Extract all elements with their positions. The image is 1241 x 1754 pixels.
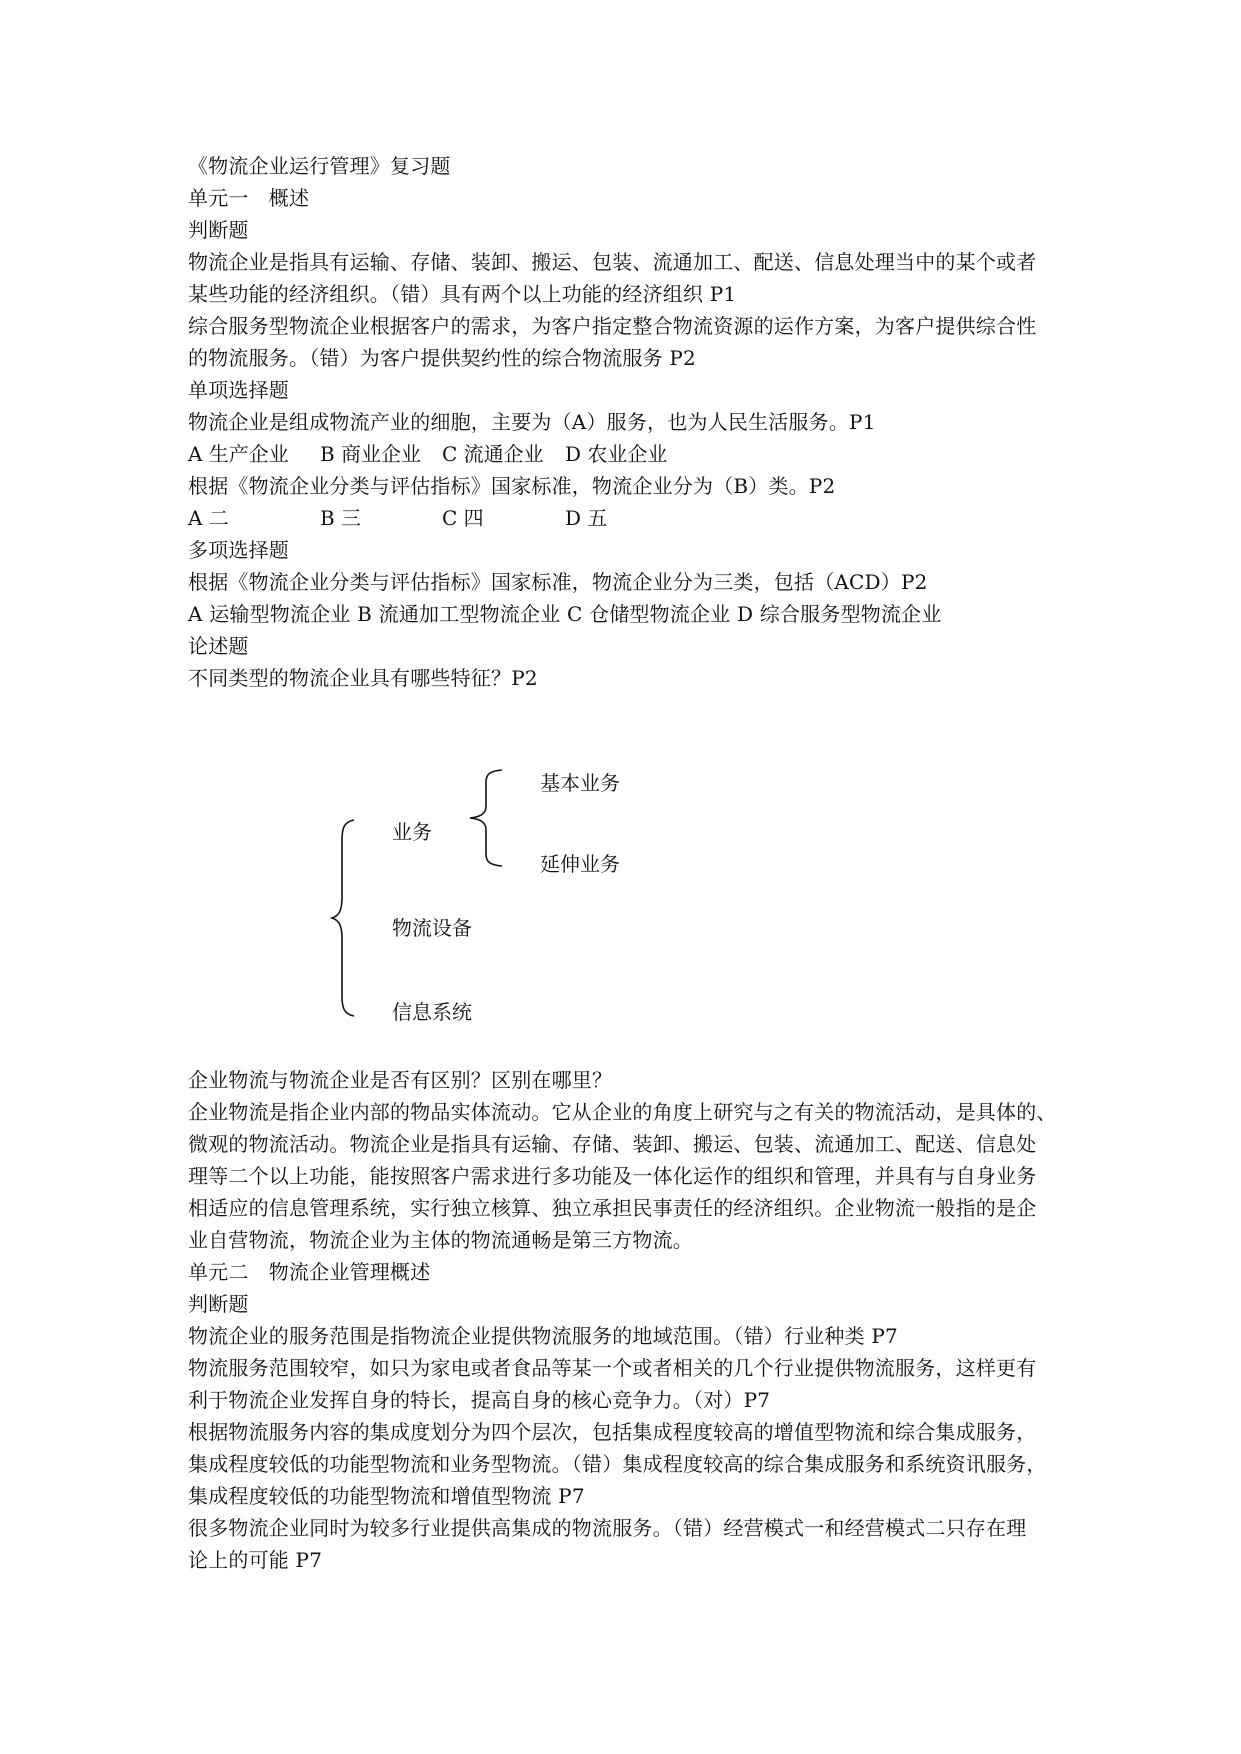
unit2-line-3: 利于物流企业发挥自身的特长，提高自身的核心竞争力。（对）P7	[188, 1388, 771, 1412]
single-2-option-d: D 五	[565, 506, 608, 530]
unit2-line-5: 集成程度较低的功能型物流和业务型物流。（错）集成程度较高的综合集成服务和系统资讯服务，	[188, 1452, 1047, 1476]
multi-choice-question-1: 根据《物流企业分类与评估指标》国家标准，物流企业分为三类，包括（ACD）P2	[188, 570, 928, 594]
judge-question-1-line-2: 某些功能的经济组织。（错）具有两个以上功能的经济组织 P1	[188, 282, 737, 306]
single-1-option-c: C 流通企业	[442, 442, 544, 466]
single-2-option-a: A 二	[188, 506, 229, 530]
diagram-business-label: 业务	[392, 820, 432, 844]
unit2-line-2: 物流服务范围较窄，如只为家电或者食品等某一个或者相关的几个行业提供物流服务，这样更有	[188, 1356, 1037, 1380]
unit2-line-7: 很多物流企业同时为较多行业提供高集成的物流服务。（错）经营模式一和经营模式二只存在理	[188, 1516, 1027, 1540]
judge-question-2-line-2: 的物流服务。（错）为客户提供契约性的综合物流服务 P2	[188, 346, 696, 370]
single-1-option-a: A 生产企业	[188, 442, 289, 466]
judge-question-2-line-1: 综合服务型物流企业根据客户的需求，为客户指定整合物流资源的运作方案，为客户提供综合性	[188, 314, 1037, 338]
single-choice-question-2: 根据《物流企业分类与评估指标》国家标准，物流企业分为（B）类。P2	[188, 474, 836, 498]
single-2-option-c: C 四	[442, 506, 484, 530]
unit2-heading: 单元二 物流企业管理概述	[188, 1260, 431, 1284]
essay-answer-line-5: 业自营物流，物流企业为主体的物流通畅是第三方物流。	[188, 1228, 693, 1252]
unit1-judge-heading: 判断题	[188, 218, 249, 242]
unit2-line-4: 根据物流服务内容的集成度划分为四个层次，包括集成程度较高的增值型物流和综合集成服务，	[188, 1420, 1037, 1444]
single-choice-question-1: 物流企业是组成物流产业的细胞，主要为（A）服务，也为人民生活服务。P1	[188, 410, 876, 434]
single-choice-heading: 单项选择题	[188, 378, 289, 402]
essay-answer-line-4: 相适应的信息管理系统，实行独立核算、独立承担民事责任的经济组织。企业物流一般指的是企	[188, 1196, 1037, 1220]
unit2-line-1: 物流企业的服务范围是指物流企业提供物流服务的地域范围。（错）行业种类 P7	[188, 1324, 898, 1348]
diagram-extended-business-label: 延伸业务	[540, 852, 620, 876]
essay-answer-line-2: 微观的物流活动。物流企业是指具有运输、存储、装卸、搬运、包装、流通加工、配送、信息处	[188, 1132, 1037, 1156]
essay-question-1: 不同类型的物流企业具有哪些特征？P2	[188, 666, 538, 690]
single-2-option-b: B 三	[320, 506, 362, 530]
unit2-line-6: 集成程度较低的功能型物流和增值型物流 P7	[188, 1484, 585, 1508]
essay-heading: 论述题	[188, 634, 249, 658]
essay-answer-line-1: 企业物流是指企业内部的物品实体流动。它从企业的角度上研究与之有关的物流活动，是具体的、	[188, 1100, 1057, 1124]
multi-choice-options: A 运输型物流企业 B 流通加工型物流企业 C 仓储型物流企业 D 综合服务型物流企业	[188, 602, 942, 626]
essay-question-2: 企业物流与物流企业是否有区别？区别在哪里？	[188, 1068, 613, 1092]
multi-choice-heading: 多项选择题	[188, 538, 289, 562]
document-title: 《物流企业运行管理》复习题	[188, 154, 451, 178]
single-1-option-b: B 商业企业	[320, 442, 422, 466]
unit1-heading: 单元一 概述	[188, 186, 310, 210]
unit2-line-8: 论上的可能 P7	[188, 1548, 323, 1572]
diagram-equipment-label: 物流设备	[392, 916, 472, 940]
small-brace-icon	[462, 768, 504, 868]
large-brace-icon	[330, 818, 360, 1018]
unit2-judge-heading: 判断题	[188, 1292, 249, 1316]
judge-question-1-line-1: 物流企业是指具有运输、存储、装卸、搬运、包装、流通加工、配送、信息处理当中的某个或者	[188, 250, 1037, 274]
single-1-option-d: D 农业企业	[565, 442, 668, 466]
essay-answer-line-3: 理等二个以上功能，能按照客户需求进行多功能及一体化运作的组织和管理，并具有与自身业务	[188, 1164, 1037, 1188]
diagram-basic-business-label: 基本业务	[540, 771, 620, 795]
diagram-info-system-label: 信息系统	[392, 1000, 472, 1024]
